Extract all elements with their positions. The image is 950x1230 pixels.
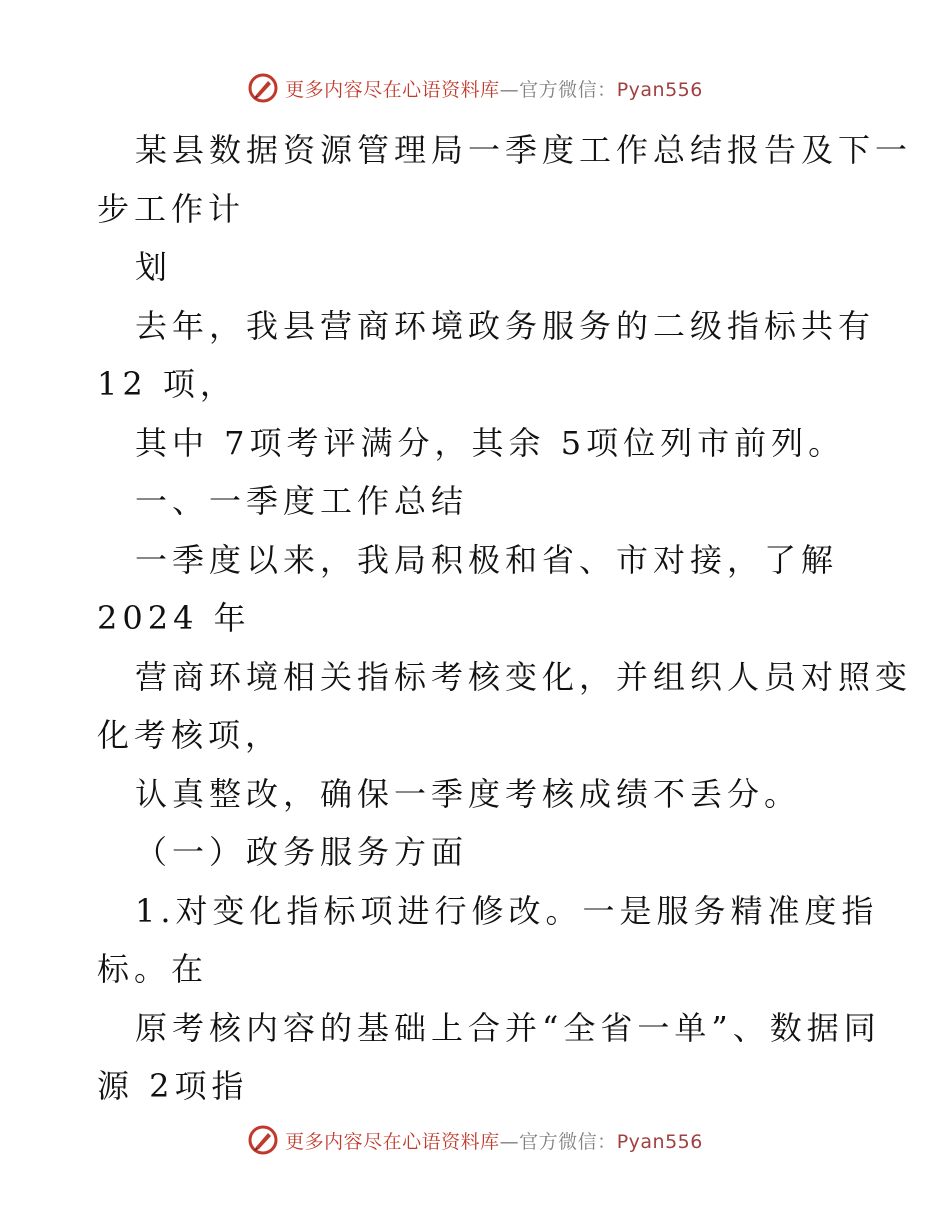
text-line: 2024 年 [97,599,251,637]
text-line: 划 [135,248,173,286]
watermark-label: 官方微信： [519,78,617,101]
text-line: 化考核项， [97,716,283,754]
text-line: 某县数据资源管理局一季度工作总结报告及下一 [135,131,913,169]
watermark-id: Pyan556 [616,1130,703,1153]
text-line: 营商环境相关指标考核变化，并组织人员对照变 [135,657,913,696]
text-line: 原考核内容的基础上合并“全省一单”、数据同 [135,1008,881,1047]
watermark-dash: — [499,78,520,101]
subsection-heading: （一）政务服务方面 [135,833,469,871]
text-line: 源 2项指 [97,1067,249,1105]
watermark-dash: — [499,1130,520,1153]
text-line: 认真整改，确保一季度考核成绩不丢分。 [135,774,802,813]
footer-watermark [0,1124,950,1156]
text-line: 其中 7项考评满分，其余 5项位列市前列。 [135,423,846,462]
text-line: 标。在 [97,950,209,988]
text-line: 一季度以来，我局积极和省、市对接，了解 [135,540,839,579]
document-body [97,121,913,1116]
header-watermark [0,72,950,104]
watermark-label: 官方微信： [519,1130,617,1153]
watermark-main-text: 更多内容尽在心语资料库 [285,78,500,101]
pen-logo-icon [247,72,279,104]
watermark-main-text: 更多内容尽在心语资料库 [285,1130,500,1153]
text-line: 去年，我县营商环境政务服务的二级指标共有 [135,306,876,345]
watermark-id: Pyan556 [616,78,703,101]
text-line: 12 项， [97,365,237,403]
section-heading: 一、一季度工作总结 [135,482,469,520]
text-line: 步工作计 [97,189,246,228]
pen-logo-icon [247,1124,279,1156]
text-line: 1.对变化指标项进行修改。一是服务精准度指 [135,891,879,930]
